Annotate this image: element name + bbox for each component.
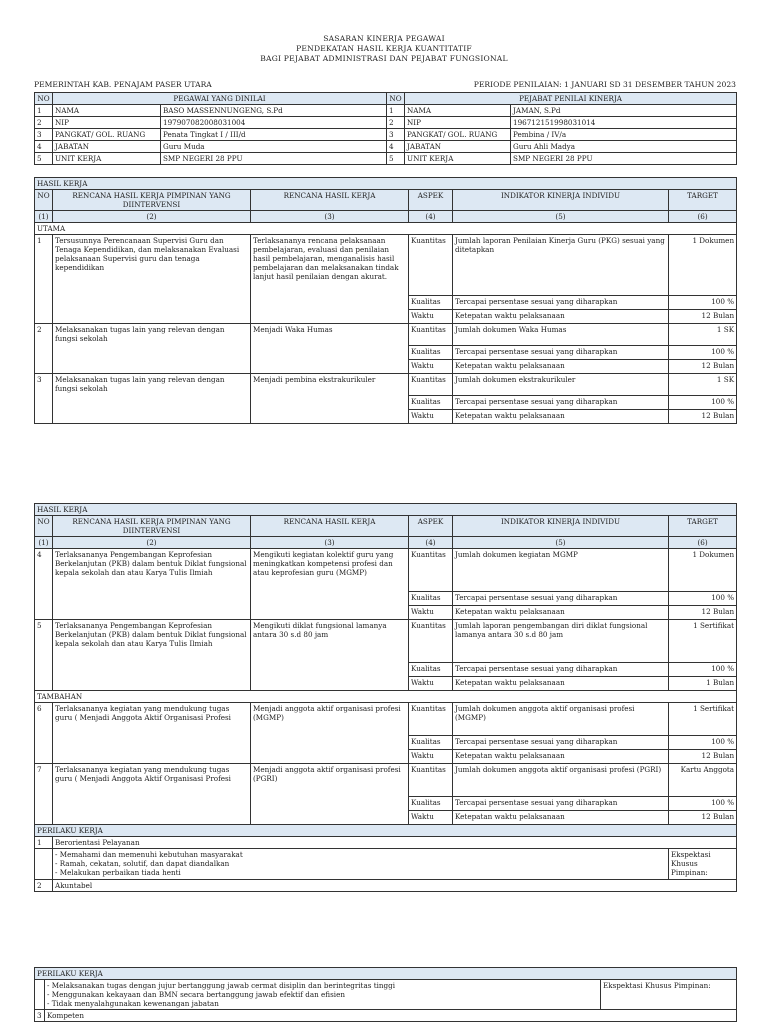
item-rencana: Menjadi anggota aktif organisasi profesi (PGRI)	[251, 764, 409, 825]
table-row	[35, 620, 737, 663]
pegawai-value: Penata Tingkat I / III/d	[161, 129, 387, 141]
item-aspek: Kualitas	[409, 346, 453, 360]
perilaku-item-title: Kompeten	[45, 1010, 737, 1022]
item-target: 12 Bulan	[669, 811, 737, 825]
item-indikator: Jumlah dokumen anggota aktif organisasi profesi (MGMP)	[453, 703, 669, 736]
doc-title-line1: SASARAN KINERJA PEGAWAI	[323, 34, 445, 43]
item-target: 1 SK	[669, 324, 737, 346]
item-rencana-pimpinan: Melaksanakan tugas lain yang relevan dengan fungsi sekolah	[53, 374, 251, 424]
identity-row-label: UNIT KERJA	[53, 153, 161, 165]
item-target: 100 %	[669, 797, 737, 811]
identity-row-label: PANGKAT/ GOL. RUANG	[405, 129, 511, 141]
item-aspek: Kualitas	[409, 736, 453, 750]
item-target: 12 Bulan	[669, 360, 737, 374]
col-num: (1)	[35, 211, 53, 223]
identity-row-no: 2	[35, 117, 53, 129]
table-row	[35, 324, 737, 346]
col-aspek: ASPEK	[409, 516, 453, 537]
identity-row-no: 4	[387, 141, 405, 153]
penilai-value: Pembina / IV/a	[511, 129, 737, 141]
item-target: 100 %	[669, 296, 737, 310]
identity-row-label: JABATAN	[53, 141, 161, 153]
item-aspek: Kuantitas	[409, 374, 453, 396]
item-no: 5	[35, 620, 53, 691]
item-target: 12 Bulan	[669, 606, 737, 620]
item-target: 100 %	[669, 736, 737, 750]
col-num: (5)	[453, 211, 669, 223]
item-aspek: Kuantitas	[409, 235, 453, 296]
penilai-value: SMP NEGERI 28 PPU	[511, 153, 737, 165]
item-aspek: Kuantitas	[409, 324, 453, 346]
perilaku-point: - Ramah, cekatan, solutif, dan dapat diandalkan	[55, 859, 230, 868]
item-aspek: Waktu	[409, 811, 453, 825]
col-num: (4)	[409, 211, 453, 223]
col-aspek: ASPEK	[409, 190, 453, 211]
period-label: PERIODE PENILAIAN: 1 JANUARI SD 31 DESEMBER TAHUN 2023	[473, 80, 736, 89]
perilaku-point: - Melakukan perbaikan tiada henti	[55, 868, 181, 877]
item-rencana: Menjadi anggota aktif organisasi profesi (MGMP)	[251, 703, 409, 764]
penilai-value: 196712151998031014	[511, 117, 737, 129]
item-rencana-pimpinan: Terlaksananya Pengembangan Keprofesian Berkelanjutan (PKB) dalam bentuk Diklat fungsional kepala sekolah dan atau Karya Tulis Ilmiah	[53, 620, 251, 691]
item-aspek: Kualitas	[409, 797, 453, 811]
perilaku-point: - Tidak menyalahgunakan kewenangan jabatan	[47, 999, 219, 1008]
identity-row-label: JABATAN	[405, 141, 511, 153]
item-target: 1 Dokumen	[669, 235, 737, 296]
item-no: 3	[35, 374, 53, 424]
item-indikator: Ketepatan waktu pelaksanaan	[453, 410, 669, 424]
col-num: (3)	[251, 211, 409, 223]
item-rencana: Menjadi Waka Humas	[251, 324, 409, 374]
item-aspek: Kuantitas	[409, 620, 453, 663]
item-no: 1	[35, 235, 53, 324]
col-rencana-pimpinan: RENCANA HASIL KERJA PIMPINAN YANG DIINTERVENSI	[53, 190, 251, 211]
hasil-kerja-table-page1	[34, 177, 737, 424]
penilai-header: PEJABAT PENILAI KINERJA	[405, 93, 737, 105]
identity-table	[34, 92, 737, 165]
identity-row	[35, 129, 737, 141]
item-indikator: Ketepatan waktu pelaksanaan	[453, 606, 669, 620]
table-row	[35, 703, 737, 736]
item-rencana-pimpinan: Terlaksananya Pengembangan Keprofesian Berkelanjutan (PKB) dalam bentuk Diklat fungsional kepala sekolah dan atau Karya Tulis Ilmiah	[53, 549, 251, 620]
identity-row	[35, 105, 737, 117]
identity-no-header-right: NO	[387, 93, 405, 105]
item-aspek: Waktu	[409, 360, 453, 374]
col-num: (6)	[669, 211, 737, 223]
item-target: 100 %	[669, 663, 737, 677]
identity-row-label: UNIT KERJA	[405, 153, 511, 165]
section-hasil-kerja: HASIL KERJA	[35, 178, 737, 190]
penilai-value: JAMAN, S.Pd	[511, 105, 737, 117]
col-indikator: INDIKATOR KINERJA INDIVIDU	[453, 190, 669, 211]
item-rencana: Menjadi pembina ekstrakurikuler	[251, 374, 409, 424]
item-rencana-pimpinan: Terlaksananya kegiatan yang mendukung tugas guru ( Menjadi Anggota Aktif Organisasi Profesi	[53, 703, 251, 764]
item-indikator: Jumlah dokumen Waka Humas	[453, 324, 669, 346]
hasil-kerja-table-page2	[34, 503, 737, 892]
item-no: 4	[35, 549, 53, 620]
perilaku-item-no: 3	[35, 1010, 45, 1022]
ekspektasi-khusus: Ekspektasi Khusus Pimpinan:	[601, 980, 737, 1010]
item-aspek: Kualitas	[409, 592, 453, 606]
penilai-value: Guru Ahli Madya	[511, 141, 737, 153]
item-no: 2	[35, 324, 53, 374]
item-aspek: Waktu	[409, 606, 453, 620]
col-num: (2)	[53, 211, 251, 223]
item-rencana: Mengikuti kegiatan kolektif guru yang meningkatkan kompetensi profesi dan atau keprofesian guru (MGMP)	[251, 549, 409, 620]
item-target: 1 Sertifikat	[669, 703, 737, 736]
pegawai-value: 197907082008031004	[161, 117, 387, 129]
col-num: (6)	[669, 537, 737, 549]
item-indikator: Ketepatan waktu pelaksanaan	[453, 310, 669, 324]
pegawai-value: BASO MASSENNUNGENG, S.Pd	[161, 105, 387, 117]
item-rencana-pimpinan: Tersusunnya Perencanaan Supervisi Guru dan Tenaga Kependidikan, dan melaksanakan Evaluasi pelaksanaan Supervisi guru dan tenaga kependidikan	[53, 235, 251, 324]
col-num: (2)	[53, 537, 251, 549]
item-aspek: Kuantitas	[409, 549, 453, 592]
identity-row-no: 5	[387, 153, 405, 165]
item-target: 100 %	[669, 592, 737, 606]
identity-row-label: PANGKAT/ GOL. RUANG	[53, 129, 161, 141]
identity-row-no: 3	[35, 129, 53, 141]
pegawai-header: PEGAWAI YANG DINILAI	[53, 93, 387, 105]
perilaku-item-no: 1	[35, 837, 53, 849]
item-indikator: Ketepatan waktu pelaksanaan	[453, 750, 669, 764]
item-indikator: Tercapai persentase sesuai yang diharapkan	[453, 396, 669, 410]
perilaku-point: - Memahami dan memenuhi kebutuhan masyarakat	[55, 850, 243, 859]
item-indikator: Jumlah dokumen ekstrakurikuler	[453, 374, 669, 396]
section-perilaku-kerja: PERILAKU KERJA	[35, 825, 737, 837]
item-indikator: Jumlah laporan Penilaian Kinerja Guru (PKG) sesuai yang ditetapkan	[453, 235, 669, 296]
item-target: 12 Bulan	[669, 750, 737, 764]
section-tambahan: TAMBAHAN	[35, 691, 737, 703]
identity-row-label: NIP	[405, 117, 511, 129]
identity-row-no: 4	[35, 141, 53, 153]
doc-title-line2: PENDEKATAN HASIL KERJA KUANTITATIF	[296, 44, 472, 53]
perilaku-point: - Menggunakan kekayaan dan BMN secara bertanggung jawab efektif dan efisien	[47, 990, 345, 999]
col-rencana: RENCANA HASIL KERJA	[251, 190, 409, 211]
section-hasil-kerja: HASIL KERJA	[35, 504, 737, 516]
item-aspek: Kuantitas	[409, 764, 453, 797]
perilaku-points	[53, 849, 669, 880]
item-target: 1 Bulan	[669, 677, 737, 691]
item-target: 100 %	[669, 396, 737, 410]
item-aspek: Waktu	[409, 677, 453, 691]
section-utama: UTAMA	[35, 223, 737, 235]
section-perilaku-kerja: PERILAKU KERJA	[35, 968, 737, 980]
identity-row-no: 2	[387, 117, 405, 129]
item-rencana: Terlaksananya rencana pelaksanaan pembelajaran, evaluasi dan penilaian hasil pembelajaran, menganalisis hasil pembelajaran dan melaksanakan tindak lanjut hasil penilaian dengan akurat.	[251, 235, 409, 324]
perilaku-table-page3	[34, 967, 737, 1022]
identity-row-label: NIP	[53, 117, 161, 129]
ekspektasi-khusus: Ekspektasi Khusus Pimpinan:	[669, 849, 737, 880]
table-row	[35, 764, 737, 797]
item-indikator: Ketepatan waktu pelaksanaan	[453, 811, 669, 825]
item-no: 6	[35, 703, 53, 764]
item-target: 1 Dokumen	[669, 549, 737, 592]
organization-label: PEMERINTAH KAB. PENAJAM PASER UTARA	[34, 80, 212, 89]
item-rencana-pimpinan: Melaksanakan tugas lain yang relevan dengan fungsi sekolah	[53, 324, 251, 374]
item-target: 12 Bulan	[669, 310, 737, 324]
doc-title-line3: BAGI PEJABAT ADMINISTRASI DAN PEJABAT FUNGSIONAL	[260, 54, 508, 63]
identity-row	[35, 153, 737, 165]
perilaku-item-no: 2	[35, 880, 53, 892]
pegawai-value: SMP NEGERI 28 PPU	[161, 153, 387, 165]
item-aspek: Waktu	[409, 410, 453, 424]
item-indikator: Jumlah dokumen kegiatan MGMP	[453, 549, 669, 592]
item-aspek: Kualitas	[409, 396, 453, 410]
table-row	[35, 374, 737, 396]
perilaku-item-title: Akuntabel	[53, 880, 737, 892]
item-target: 100 %	[669, 346, 737, 360]
col-rencana: RENCANA HASIL KERJA	[251, 516, 409, 537]
table-row	[35, 235, 737, 296]
item-indikator: Tercapai persentase sesuai yang diharapkan	[453, 346, 669, 360]
col-num: (1)	[35, 537, 53, 549]
item-aspek: Kualitas	[409, 663, 453, 677]
col-num: (3)	[251, 537, 409, 549]
item-indikator: Tercapai persentase sesuai yang diharapkan	[453, 592, 669, 606]
col-rencana-pimpinan: RENCANA HASIL KERJA PIMPINAN YANG DIINTERVENSI	[53, 516, 251, 537]
item-indikator: Jumlah laporan pengembangan diri diklat fungsional lamanya antara 30 s.d 80 jam	[453, 620, 669, 663]
item-no: 7	[35, 764, 53, 825]
identity-row	[35, 141, 737, 153]
item-aspek: Waktu	[409, 310, 453, 324]
item-target: 1 Sertifikat	[669, 620, 737, 663]
identity-row-no: 1	[35, 105, 53, 117]
perilaku-item-title: Berorientasi Pelayanan	[53, 837, 737, 849]
item-indikator: Jumlah dokumen anggota aktif organisasi profesi (PGRI)	[453, 764, 669, 797]
item-rencana-pimpinan: Terlaksananya kegiatan yang mendukung tugas guru ( Menjadi Anggota Aktif Organisasi Profesi	[53, 764, 251, 825]
identity-row-label: NAMA	[53, 105, 161, 117]
item-target: 1 SK	[669, 374, 737, 396]
item-indikator: Tercapai persentase sesuai yang diharapkan	[453, 736, 669, 750]
identity-no-header: NO	[35, 93, 53, 105]
col-target: TARGET	[669, 190, 737, 211]
item-target: Kartu Anggota	[669, 764, 737, 797]
identity-row-no: 1	[387, 105, 405, 117]
item-rencana: Mengikuti diklat fungsional lamanya antara 30 s.d 80 jam	[251, 620, 409, 691]
col-indikator: INDIKATOR KINERJA INDIVIDU	[453, 516, 669, 537]
identity-row-no: 5	[35, 153, 53, 165]
identity-row	[35, 117, 737, 129]
identity-row-label: NAMA	[405, 105, 511, 117]
col-no: NO	[35, 516, 53, 537]
perilaku-point: - Melaksanakan tugas dengan jujur bertanggung jawab cermat disiplin dan berintegritas tinggi	[47, 981, 396, 990]
item-indikator: Tercapai persentase sesuai yang diharapkan	[453, 296, 669, 310]
item-target: 12 Bulan	[669, 410, 737, 424]
item-indikator: Ketepatan waktu pelaksanaan	[453, 677, 669, 691]
perilaku-points	[45, 980, 601, 1010]
item-indikator: Tercapai persentase sesuai yang diharapkan	[453, 797, 669, 811]
item-aspek: Kuantitas	[409, 703, 453, 736]
item-indikator: Tercapai persentase sesuai yang diharapkan	[453, 663, 669, 677]
identity-row-no: 3	[387, 129, 405, 141]
table-row	[35, 549, 737, 592]
pegawai-value: Guru Muda	[161, 141, 387, 153]
item-aspek: Waktu	[409, 750, 453, 764]
col-num: (5)	[453, 537, 669, 549]
col-target: TARGET	[669, 516, 737, 537]
col-num: (4)	[409, 537, 453, 549]
item-aspek: Kualitas	[409, 296, 453, 310]
col-no: NO	[35, 190, 53, 211]
item-indikator: Ketepatan waktu pelaksanaan	[453, 360, 669, 374]
